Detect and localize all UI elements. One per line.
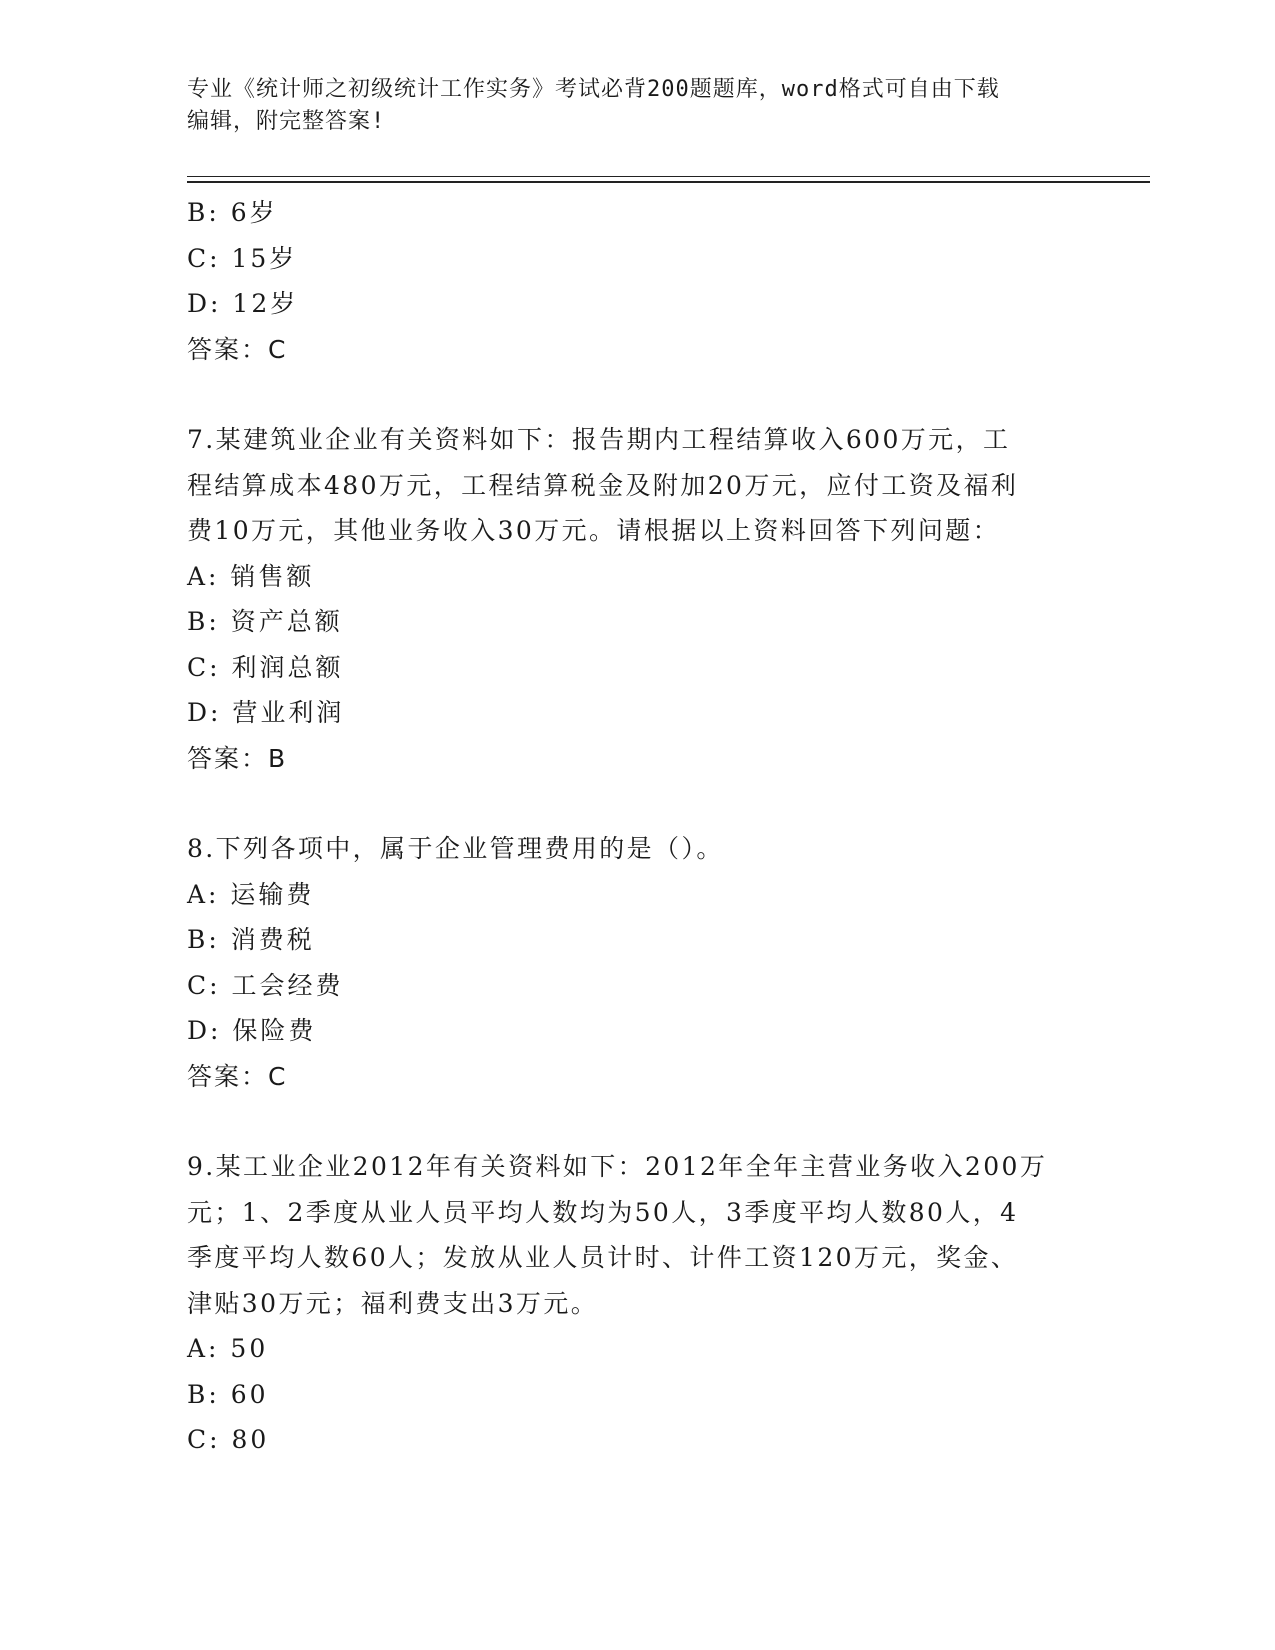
question-6-tail (187, 190, 1087, 372)
option-a: A: 运输费 (187, 879, 315, 909)
question-text-line: 费10万元，其他业务收入30万元。请根据以上资料回答下列问题： (187, 516, 1001, 545)
question-content (187, 190, 1087, 1463)
question-text-line: 9.某工业企业2012年有关资料如下：2012年全年主营业务收入200万 (187, 1152, 1048, 1181)
header-title-line-1: 专业《统计师之初级统计工作实务》考试必背200题题库，word格式可自由下载 (187, 77, 1000, 102)
header-divider-thick (187, 181, 1150, 183)
document-header (187, 74, 1087, 138)
header-title-line-2: 编辑，附完整答案! (187, 109, 386, 134)
option-a: A: 销售额 (187, 561, 315, 591)
option-c: C: 工会经费 (187, 970, 344, 1000)
answer: 答案：B (187, 743, 288, 773)
question-text-line: 7.某建筑业企业有关资料如下：报告期内工程结算收入600万元，工 (187, 425, 1011, 454)
question-7 (187, 417, 1087, 781)
answer: 答案：C (187, 334, 288, 364)
option-c: C: 15岁 (187, 243, 298, 273)
question-text-line: 程结算成本480万元，工程结算税金及附加20万元，应付工资及福利 (187, 470, 1019, 500)
answer: 答案：C (187, 1061, 288, 1091)
option-c: C: 80 (187, 1425, 270, 1454)
question-8 (187, 826, 1087, 1099)
option-d: D: 保险费 (187, 1016, 317, 1045)
option-b: B: 60 (187, 1379, 269, 1409)
question-9 (187, 1144, 1087, 1463)
question-text (187, 826, 1087, 872)
option-d: D: 12岁 (187, 289, 299, 318)
question-text (187, 417, 1087, 554)
header-divider-thin (187, 176, 1150, 177)
option-b: B: 消费税 (187, 925, 315, 954)
option-a: A: 50 (187, 1334, 269, 1363)
question-text-line: 津贴30万元；福利费支出3万元。 (187, 1288, 599, 1318)
option-c: C: 利润总额 (187, 652, 344, 682)
option-b: B: 资产总额 (187, 607, 343, 636)
question-text-line: 元；1、2季度从业人员平均人数均为50人，3季度平均人数80人，4 (187, 1197, 1019, 1227)
option-d: D: 营业利润 (187, 698, 345, 727)
question-text-line: 8.下列各项中，属于企业管理费用的是（）。 (187, 834, 724, 863)
option-b: B: 6岁 (187, 198, 278, 227)
question-text-line: 季度平均人数60人；发放从业人员计时、计件工资120万元，奖金、 (187, 1243, 1019, 1272)
question-text (187, 1144, 1087, 1326)
